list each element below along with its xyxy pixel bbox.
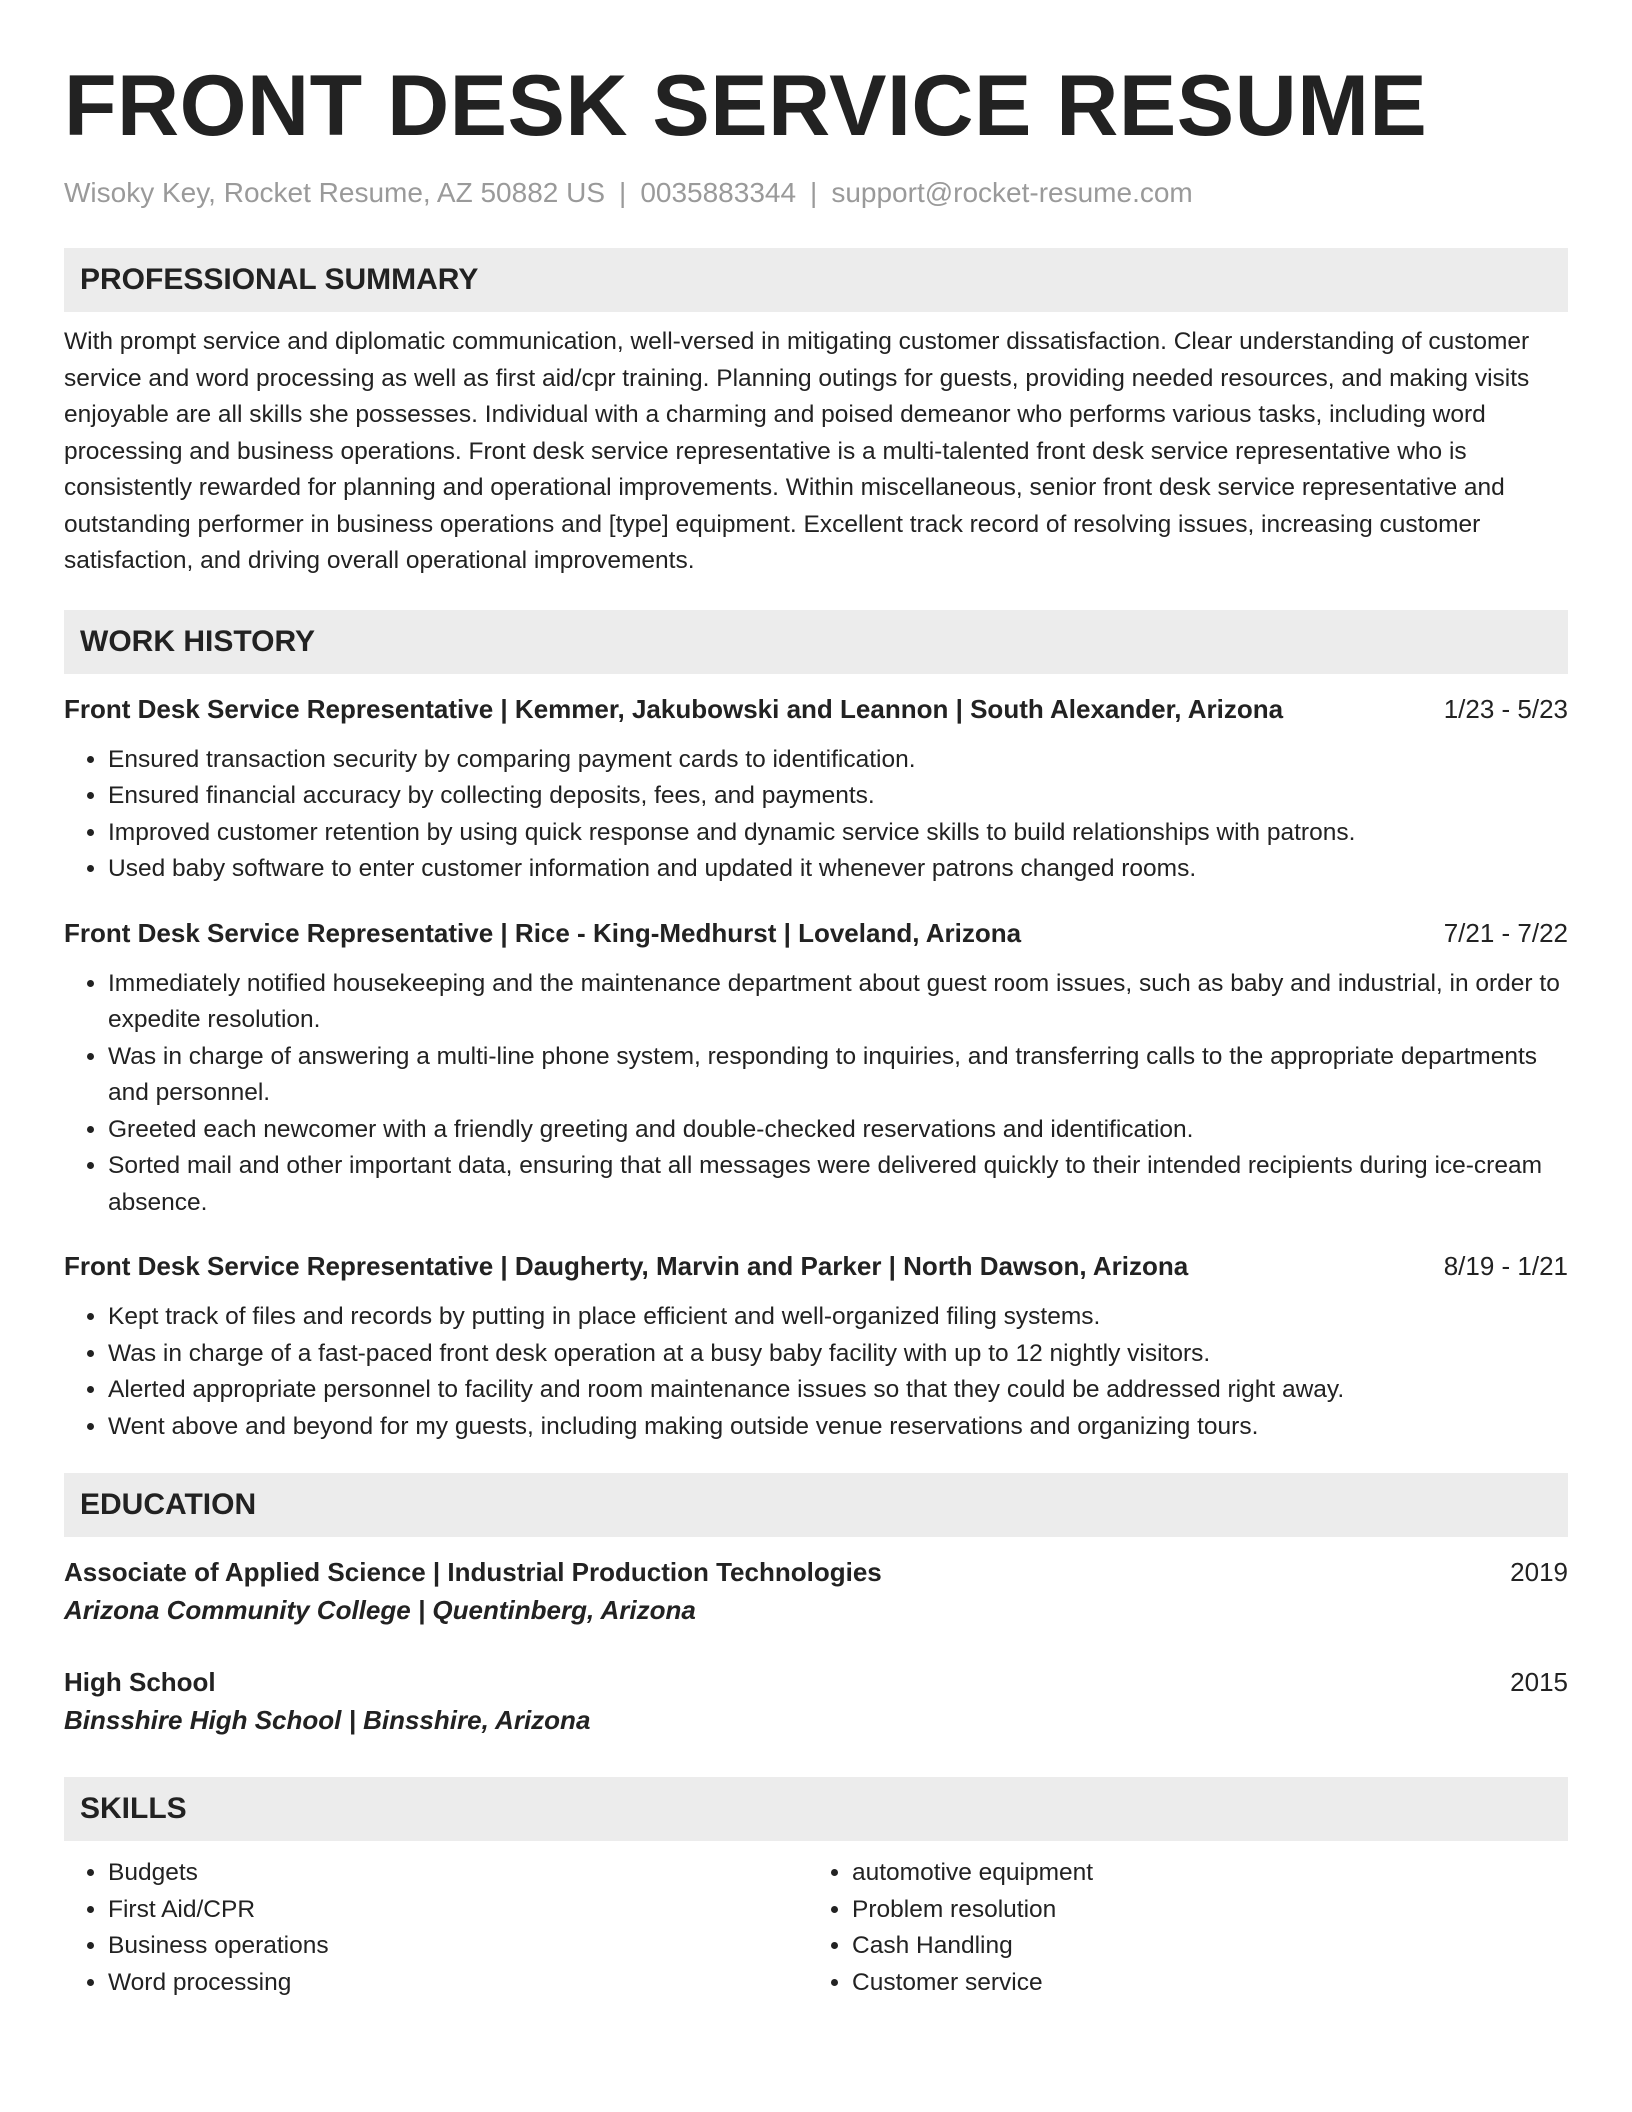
job-entry [64,1247,1568,1445]
job-bullet: • Kept track of files and records by putting in place efficient and well-organized filing systems. [108,1299,1568,1336]
job-bullets [64,742,1568,888]
education-entry [64,1553,1568,1629]
education-school: Arizona Community College | Quentinberg, Arizona [64,1595,696,1625]
job-bullet: • Sorted mail and other important data, ensuring that all messages were delivered quickly to their intended recipients during ice-cream absence. [108,1148,1568,1221]
education-header [64,1663,1568,1701]
education-degree: Associate of Applied Science | Industrial Production Technologies [64,1557,882,1587]
contact-separator: | [810,177,818,208]
job-bullet: • Immediately notified housekeeping and the maintenance department about guest room issues, such as baby and industrial, in order to expedite resolution. [108,966,1568,1039]
skill-item: • Business operations [108,1928,808,1965]
resume-title: FRONT DESK SERVICE RESUME [64,58,1428,154]
education-year: 2019 [1510,1557,1568,1587]
education-degree: High School [64,1667,216,1697]
job-bullet: • Improved customer retention by using quick response and dynamic service skills to build relationships with patrons. [108,815,1568,852]
skills-columns [64,1855,1568,2001]
summary-heading: PROFESSIONAL SUMMARY [64,248,1568,312]
skill-item: • automotive equipment [852,1855,1552,1892]
contact-line [64,176,1568,210]
summary-text: With prompt service and diplomatic communication, well-versed in mitigating customer dissatisfaction. Clear understanding of customer service and word processing as well as first aid/cpr training. Planning outings for guests, providing needed resources, and making visits enjoyable are all skills she possesses. Individual with a charming and poised demeanor who performs various tasks, including word processing and business operations. Front desk service representative is a multi-talented front desk service representative who is consistently rewarded for planning and operational improvements. Within miscellaneous, senior front desk service representative and outstanding performer in business operations and [type] equipment. Excellent track record of resolving issues, increasing customer satisfaction, and driving overall operational improvements. [64,328,1530,574]
contact-phone: 0035883344 [640,177,797,208]
skill-item: • Problem resolution [852,1892,1552,1929]
work-heading: WORK HISTORY [64,610,1568,674]
skills-heading: SKILLS [64,1777,1568,1841]
job-dates: 1/23 - 5/23 [1443,693,1568,724]
job-header [64,690,1568,728]
job-bullet: • Greeted each newcomer with a friendly greeting and double-checked reservations and identification. [108,1112,1568,1149]
job-title: Front Desk Service Representative | Kemmer, Jakubowski and Leannon | South Alexander, Arizona [64,693,1284,724]
job-bullet: • Went above and beyond for my guests, including making outside venue reservations and organizing tours. [108,1409,1568,1446]
skill-item: • First Aid/CPR [108,1892,808,1929]
job-header [64,1247,1568,1285]
education-header [64,1553,1568,1591]
skills-list-right [808,1855,1552,2001]
job-bullet: • Was in charge of answering a multi-line phone system, responding to inquiries, and transferring calls to the appropriate departments and personnel. [108,1039,1568,1112]
education-section [64,1473,1568,1739]
job-bullet: • Used baby software to enter customer information and updated it whenever patrons changed rooms. [108,851,1568,888]
skills-section [64,1777,1568,2001]
job-title: Front Desk Service Representative | Daugherty, Marvin and Parker | North Dawson, Arizona [64,1251,1189,1281]
contact-email: support@rocket-resume.com [831,177,1193,208]
job-bullet: • Ensured financial accuracy by collecting deposits, fees, and payments. [108,778,1568,815]
job-header [64,914,1568,952]
job-entry [64,914,1568,1222]
skill-item: • Word processing [108,1965,808,2002]
skills-list-left [64,1855,808,2001]
education-entry [64,1663,1568,1739]
skill-item: • Customer service [852,1965,1552,2002]
job-title: Front Desk Service Representative | Rice - King-Medhurst | Loveland, Arizona [64,917,1022,948]
job-bullet: • Ensured transaction security by comparing payment cards to identification. [108,742,1568,779]
education-heading: EDUCATION [64,1473,1568,1537]
job-bullets [64,1299,1568,1445]
skill-item: • Cash Handling [852,1928,1552,1965]
job-dates: 7/21 - 7/22 [1443,917,1568,948]
education-year: 2015 [1510,1667,1568,1697]
job-bullets [64,966,1568,1222]
job-bullet: • Alerted appropriate personnel to facility and room maintenance issues so that they could be addressed right away. [108,1372,1568,1409]
summary-section [64,248,1568,580]
contact-address: Wisoky Key, Rocket Resume, AZ 50882 US [64,177,606,208]
work-section [64,610,1568,1446]
education-school: Binsshire High School | Binsshire, Arizona [64,1705,591,1735]
job-entry [64,690,1568,888]
skill-item: • Budgets [108,1855,808,1892]
job-dates: 8/19 - 1/21 [1443,1251,1568,1281]
contact-separator: | [619,177,627,208]
job-bullet: • Was in charge of a fast-paced front desk operation at a busy baby facility with up to 12 nightly visitors. [108,1336,1568,1373]
